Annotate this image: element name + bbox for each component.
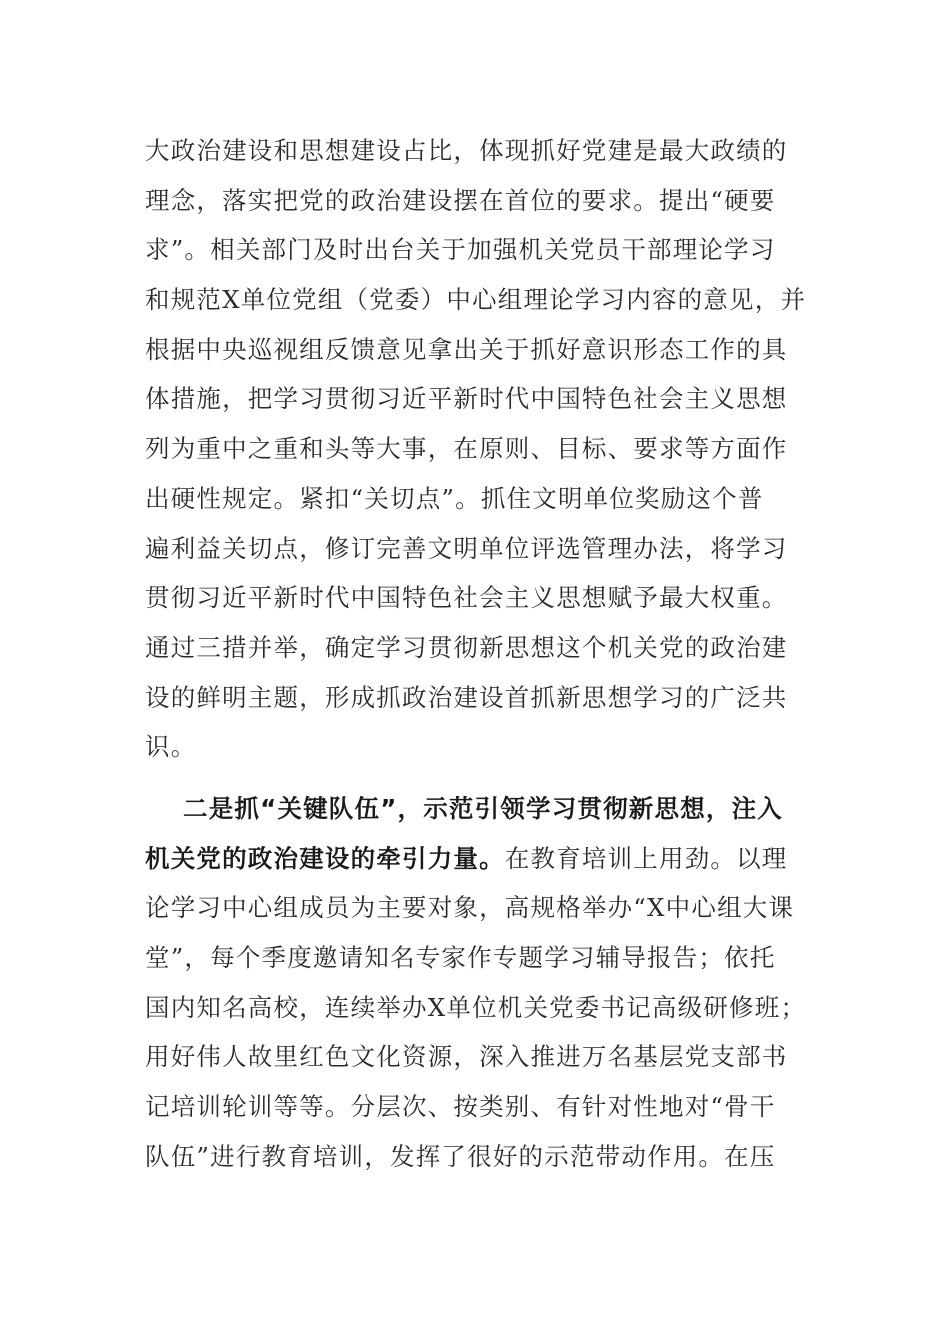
text-line: 国内知名高校，连续举办X单位机关党委书记高级研修班； <box>145 992 807 1022</box>
text-line: 通过三措并举，确定学习贯彻新思想这个机关党的政治建 <box>145 632 788 662</box>
paragraph-key-team <box>145 784 807 1182</box>
text-line: 用好伟人故里红色文化资源，深入推进万名基层党支部书 <box>145 1042 788 1072</box>
text-line: 求”。相关部门及时出台关于加强机关党员干部理论学习 <box>145 235 776 265</box>
text-line: 列为重中之重和头等大事，在原则、目标、要求等方面作 <box>145 434 788 464</box>
text-line: 记培训轮训等等。分层次、按类别、有针对性地对“骨干 <box>145 1092 776 1122</box>
text-line: 根据中央巡视组反馈意见拿出关于抓好意识形态工作的具 <box>145 334 788 364</box>
text-line: 体措施，把学习贯彻习近平新时代中国特色社会主义思想 <box>145 384 788 414</box>
text-line: 贯彻习近平新时代中国特色社会主义思想赋予最大权重。 <box>145 583 788 613</box>
paragraph-heading-end: 机关党的政治建设的牵引力量。 <box>145 843 505 873</box>
text-line: 设的鲜明主题，形成抓政治建设首抓新思想学习的广泛共 <box>145 682 788 712</box>
text-line <box>145 834 807 884</box>
text-line: 队伍”进行教育培训，发挥了很好的示范带动作用。在压 <box>145 1141 776 1171</box>
text-line: 识。 <box>145 732 197 762</box>
text-line: 堂”，每个季度邀请知名专家作专题学习辅导报告；依托 <box>145 943 776 972</box>
text-line: 和规范X单位党组（党委）中心组理论学习内容的意见，并 <box>145 285 807 315</box>
paragraph-body-start: 在教育培训上用劲。以理 <box>504 843 788 873</box>
text-line: 大政治建设和思想建设占比，体现抓好党建是最大政绩的 <box>145 136 788 165</box>
text-line: 出硬性规定。紧扣“关切点”。抓住文明单位奖励这个普 <box>145 483 764 513</box>
paragraph-political-building <box>145 126 807 772</box>
paragraph-heading-line: 二是抓“关键队伍”，示范引领学习贯彻新思想，注入 <box>183 793 784 823</box>
text-line: 论学习中心组成员为主要对象，高规格举办“X中心组大课 <box>145 893 795 923</box>
text-line: 遍利益关切点，修订完善文明单位评选管理办法，将学习 <box>145 533 788 563</box>
text-line: 理念，落实把党的政治建设摆在首位的要求。提出“硬要 <box>145 185 776 215</box>
document-body <box>145 126 807 1181</box>
paragraph-spacer <box>145 772 807 784</box>
